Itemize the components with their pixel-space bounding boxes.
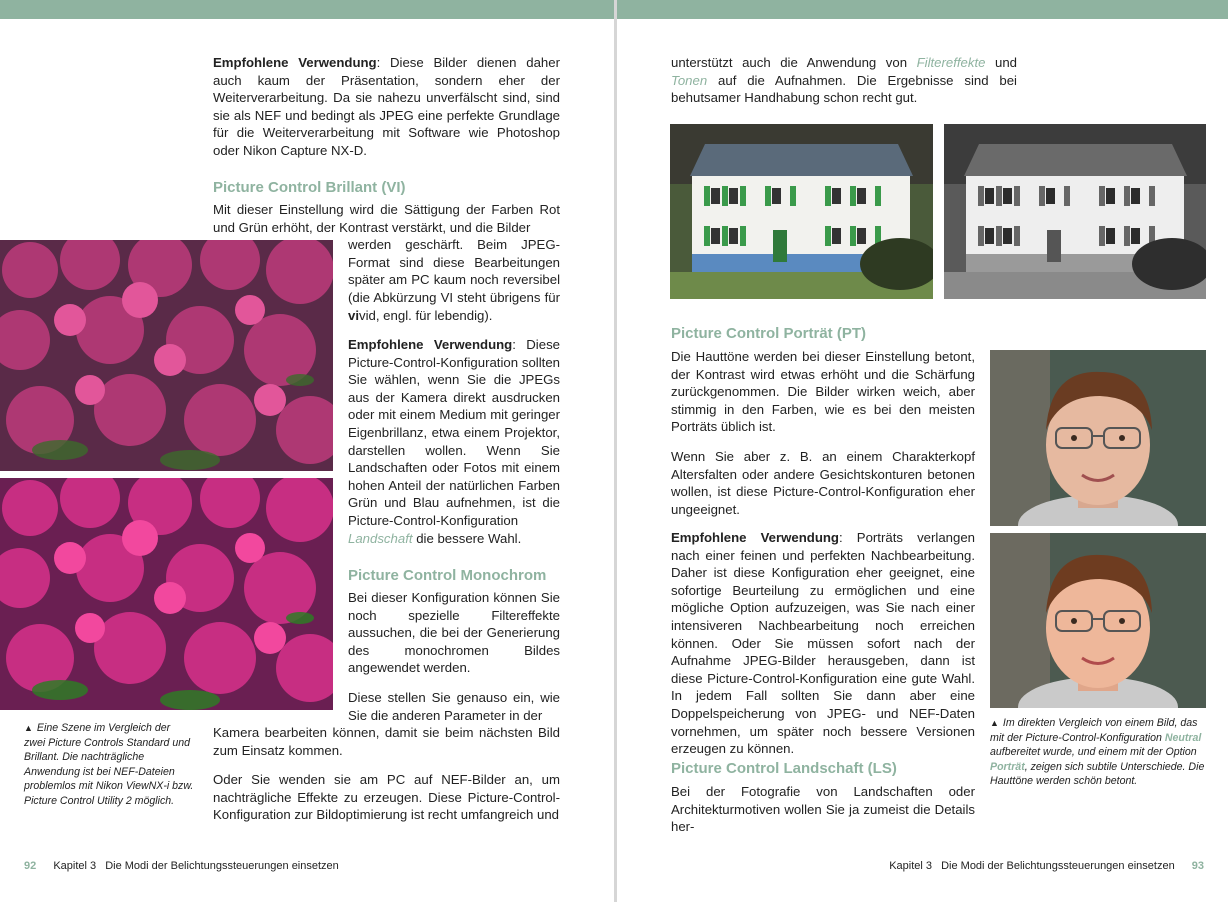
landschaft-para1: Bei der Fotografie von Landschaften oder Architekturmotiven wollen Sie ja zumeist die Details her- <box>671 784 975 835</box>
footer-right <box>889 860 1204 872</box>
footer-chapter-left: Kapitel 3 <box>53 860 97 872</box>
portrait-photo-neutral <box>990 350 1206 526</box>
page-number-left: 92 <box>24 860 37 872</box>
house-photo-monochrome <box>944 124 1206 299</box>
right-page <box>617 0 1228 902</box>
header-bar <box>0 0 614 19</box>
flower-caption-text: Eine Szene im Vergleich der zwei Picture Controls Standard und Brillant. Die nachträgliche Anwendung ist bei NEF-Dateien problemlos mit Nikon ViewNX-i bzw. Picture Control Utility 2 möglich. <box>24 722 194 807</box>
intro-label: Empfohlene Verwendung <box>213 55 377 70</box>
flower-caption <box>24 721 194 809</box>
portrait-photo-portraet <box>990 533 1206 708</box>
heading-brillant: Picture Control Brillant (VI) <box>213 179 406 196</box>
flower-photo-brillant <box>0 478 333 710</box>
footer-title-right: Die Modi der Belichtungssteuerungen einsetzen <box>941 860 1175 872</box>
brillant-recommendation <box>348 336 560 547</box>
portrait-caption-end: , zeigen sich subtile Unterschiede. Die Hauttöne werden schön betont. <box>990 760 1205 788</box>
monochrom-para3: Oder Sie wenden sie am PC auf NEF-Bilder an, um nachträgliche Effekte zu erzeugen. Diese Picture-Control-Konfiguration zur Bildoptimierung ist recht umfangreich und <box>213 772 560 823</box>
brillant-rec-text: : Diese Picture-Control-Konfiguration sollten Sie wählen, wenn Sie die JPEGs aus der Kamera direkt ausdrucken oder mit einem Medium mit geringer Eigenbrillanz, etwa einem Projektor, darstellen wollen. Wenn Sie Landschaften oder Fotos mit einem hohen Anteil der natürlichen Farben Grün und Blau aufnehmen, ist die Picture-Control-Konfiguration <box>348 337 560 528</box>
page-number-right: 93 <box>1191 860 1204 872</box>
portraet-para2: Wenn Sie aber z. B. an einem Charakterkopf Altersfalten oder andere Gesichtskonturen betonen wollen, ist diese Picture-Control-Konfiguration eher ungeeignet. <box>671 449 975 517</box>
portraet-rec-label: Empfohlene Verwendung <box>671 530 839 545</box>
link-portraet: Porträt <box>990 760 1025 773</box>
monochrom-para2-bottom: Kamera bearbeiten können, damit sie beim nächsten Bild zum Einsatz kommen. <box>213 725 560 758</box>
portraet-recommendation <box>671 529 975 758</box>
flower-photo-standard <box>0 240 333 471</box>
portraet-para1: Die Hauttöne werden bei dieser Einstellung betont, der Kontrast wird etwas erhöht und die Schärfung zurückgenommen. Die Bilder wirken weich, aber stimmig in den Farben, wie es bei den meisten Porträts üblich ist. <box>671 349 975 435</box>
brillant-para1-bottom <box>348 236 560 324</box>
heading-monochrom: Picture Control Monochrom <box>348 567 547 584</box>
portraet-rec-text: : Porträts verlangen nach einer feinen und perfekten Nachbearbeitung. Daher ist diese Konfiguration eher geeignet, eine sofortige Beurteilung zu ermöglichen und eine mögliche Option aufzuzeigen, was Sie nach einer intensiveren Nachbearbeitung noch erreichen können. Oder Sie müssen sofort nach der Aufnahme JPEG-Bilder herausgeben, dann ist diese Picture-Control-Konfiguration eine gute Wahl. In jedem Fall sollten Sie dann aber eine Doppelspeicherung von JPEG- und NEF-Daten vornehmen, um später noch bessere Versionen erzeugen zu können. <box>671 530 975 757</box>
link-neutral: Neutral <box>1164 731 1202 744</box>
brillant-para1-end: vid, engl. für lebendig). <box>359 307 493 323</box>
brillant-vi: vi <box>348 307 359 323</box>
link-landschaft: Landschaft <box>348 530 413 546</box>
caption-triangle-icon: ▲ <box>24 723 33 733</box>
link-tonen: Tonen <box>671 72 708 88</box>
intro-text: : Diese Bilder dienen daher auch kaum der Präsentation, sondern eher der Weiterverarbeitung. Da sie nahezu unverfälscht sind, sind sie als NEF und bedingt als JPEG eine perfekte Grundlage für die Weiterverarbeitung mit Software wie Photoshop oder Nikon Capture NX-D. <box>213 55 560 158</box>
continuation-text: unterstützt auch die Anwendung von <box>671 55 917 70</box>
link-filtereffekte: Filtereffekte <box>916 55 986 70</box>
heading-portraet: Picture Control Porträt (PT) <box>671 325 867 342</box>
header-bar-right <box>617 0 1228 19</box>
footer-left <box>24 860 339 872</box>
continuation-paragraph <box>671 54 1017 107</box>
monochrom-para1: Bei dieser Konfiguration können Sie noch spezielle Filtereffekte aussuchen, die bei der Generierung des monochromen Bildes angewendet werden. <box>348 590 560 676</box>
portrait-caption-text: Im direkten Vergleich von einem Bild, das mit der Picture-Control-Konfiguration <box>990 717 1198 744</box>
footer-title-left: Die Modi der Belichtungssteuerungen einsetzen <box>105 860 339 872</box>
continuation-and: und <box>985 55 1018 70</box>
footer-chapter-right: Kapitel 3 <box>889 860 933 872</box>
monochrom-para2-top: Diese stellen Sie genauso ein, wie Sie die anderen Parameter in der <box>348 690 560 723</box>
brillant-para1-top: Mit dieser Einstellung wird die Sättigung der Farben Rot und Grün erhöht, der Kontrast verstärkt, und die Bilder <box>213 202 560 235</box>
continuation-end: auf die Aufnahmen. Die Ergebnisse sind bei behutsamer Handhabung schon recht gut. <box>671 72 1017 106</box>
intro-paragraph <box>213 54 560 160</box>
heading-landschaft: Picture Control Landschaft (LS) <box>671 760 897 777</box>
brillant-rec-end: die bessere Wahl. <box>412 530 522 546</box>
portrait-caption <box>990 716 1206 789</box>
portrait-caption-mid: aufbereitet wurde, und einem mit der Option <box>990 746 1197 759</box>
brillant-para1-text: werden geschärft. Beim JPEG-Format sind diese Bearbeitungen später am PC kaum noch reversibel (die Abkürzung VI steht übrigens für <box>348 237 560 305</box>
brillant-rec-label: Empfohlene Verwendung <box>348 337 513 352</box>
caption-triangle-icon-right: ▲ <box>990 718 999 728</box>
house-photo-color <box>670 124 933 299</box>
